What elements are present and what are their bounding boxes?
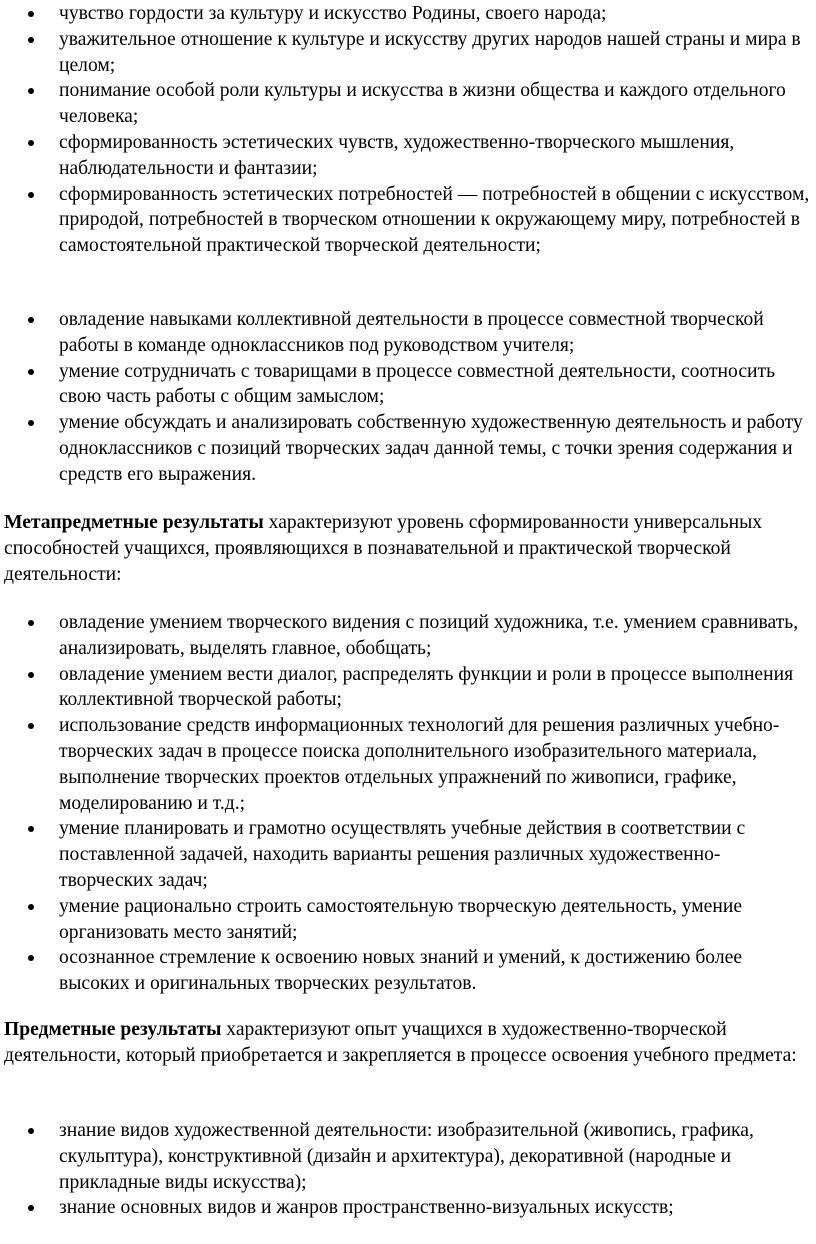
- list-item-text: понимание особой роли культуры и искусства в жизни общества и каждого отдельного человека;: [59, 80, 786, 128]
- metasubject-results-list: [0, 610, 816, 997]
- metasubject-text: характеризуют уровень сформированности универсальных способностей учащихся, проявляющихся в познавательной и практической творческой деятельности:: [4, 512, 763, 585]
- list-item-text: умение планировать и грамотно осуществлять учебные действия в соответствии с поставленной задачей, находить варианты решения различных художественно-творческих задач;: [59, 818, 746, 891]
- list-item: [0, 894, 816, 946]
- list-item-text: умение сотрудничать с товарищами в процессе совместной деятельности, соотносить свою часть работы с общим замыслом;: [59, 360, 776, 408]
- bullet-icon: [28, 37, 34, 43]
- personal-results-list-2: [0, 307, 816, 488]
- list-item-text: овладение умением творческого видения с позиций художника, т.е. умением сравнивать, анализировать, выделять главное, обобщать;: [59, 612, 799, 659]
- bullet-icon: [28, 317, 34, 323]
- list-item: [0, 78, 816, 130]
- bullet-icon: [28, 11, 34, 17]
- list-item-text: использование средств информационных технологий для решения различных учебно-творческих задач в процессе поиска дополнительного изобразительного материала, выполнение творческих проектов отдельных упражнений по живописи, графике, моделированию и т.д.;: [59, 715, 780, 814]
- list-item: [0, 359, 816, 411]
- list-item-text: овладение навыками коллективной деятельности в процессе совместной творческой работы в команде одноклассников под руководством учителя;: [59, 309, 764, 356]
- list-item-text: уважительное отношение к культуре и искусству других народов нашей страны и мира в целом;: [59, 28, 801, 76]
- list-item-text: сформированность эстетических потребностей — потребностей в общении с искусством, природой, потребностей в творческом отношении к окружающему миру, потребностей в самостоятельной практической творческой деятельности;: [59, 183, 810, 257]
- list-item-text: осознанное стремление к освоению новых знаний и умений, к достижению более высоких и оригинальных творческих результатов.: [59, 947, 743, 995]
- list-item: [0, 410, 816, 487]
- list-item: [0, 307, 816, 359]
- bullet-icon: [28, 140, 34, 146]
- bullet-icon: [28, 88, 34, 94]
- bullet-icon: [28, 826, 34, 832]
- list-item: [0, 182, 816, 259]
- metasubject-heading: Метапредметные результаты: [4, 512, 264, 533]
- list-item: [0, 610, 816, 662]
- list-item-text: умение обсуждать и анализировать собственную художественную деятельность и работу одноклассников с позиций творческих задач данной темы, с точки зрения содержания и средств его выражения.: [59, 412, 803, 485]
- bullet-icon: [28, 1205, 34, 1211]
- list-item: [0, 816, 816, 893]
- bullet-icon: [28, 904, 34, 910]
- subject-results-list: [0, 1118, 816, 1221]
- list-item: [0, 662, 816, 714]
- list-item: [0, 130, 816, 182]
- list-item-text: сформированность эстетических чувств, художественно-творческого мышления, наблюдательности и фантазии;: [59, 131, 735, 179]
- subject-text: характеризуют опыт учащихся в художественно-творческой деятельности, который приобретается и закрепляется в процессе освоения учебного предмета:: [4, 1019, 797, 1066]
- list-item: [0, 945, 816, 997]
- list-item: [0, 27, 816, 79]
- metasubject-paragraph: [4, 510, 804, 587]
- list-item: [0, 1118, 816, 1195]
- bullet-icon: [28, 620, 34, 626]
- subject-heading: Предметные результаты: [4, 1019, 222, 1040]
- list-item-text: знание основных видов и жанров пространственно-визуальных искусств;: [59, 1197, 674, 1219]
- bullet-icon: [28, 369, 34, 375]
- bullet-icon: [28, 420, 34, 426]
- bullet-icon: [28, 192, 34, 198]
- list-item-text: овладение умением вести диалог, распределять функции и роли в процессе выполнения коллективной творческой работы;: [59, 663, 794, 711]
- bullet-icon: [28, 672, 34, 678]
- bullet-icon: [28, 955, 34, 961]
- list-item: [0, 713, 816, 816]
- subject-paragraph: [4, 1017, 804, 1069]
- list-item: [0, 1, 816, 27]
- list-item-text: умение рационально строить самостоятельную творческую деятельность, умение организовать место занятий;: [59, 895, 743, 943]
- bullet-icon: [28, 723, 34, 729]
- list-item-text: знание видов художественной деятельности: изобразительной (живопись, графика, скульптура), конструктивной (дизайн и архитектура), декоративной (народные и прикладные виды искусства);: [59, 1120, 754, 1193]
- personal-results-list-1: [0, 1, 816, 259]
- bullet-icon: [28, 1128, 34, 1134]
- list-item: [0, 1195, 816, 1221]
- list-item-text: чувство гордости за культуру и искусство Родины, своего народа;: [59, 3, 607, 24]
